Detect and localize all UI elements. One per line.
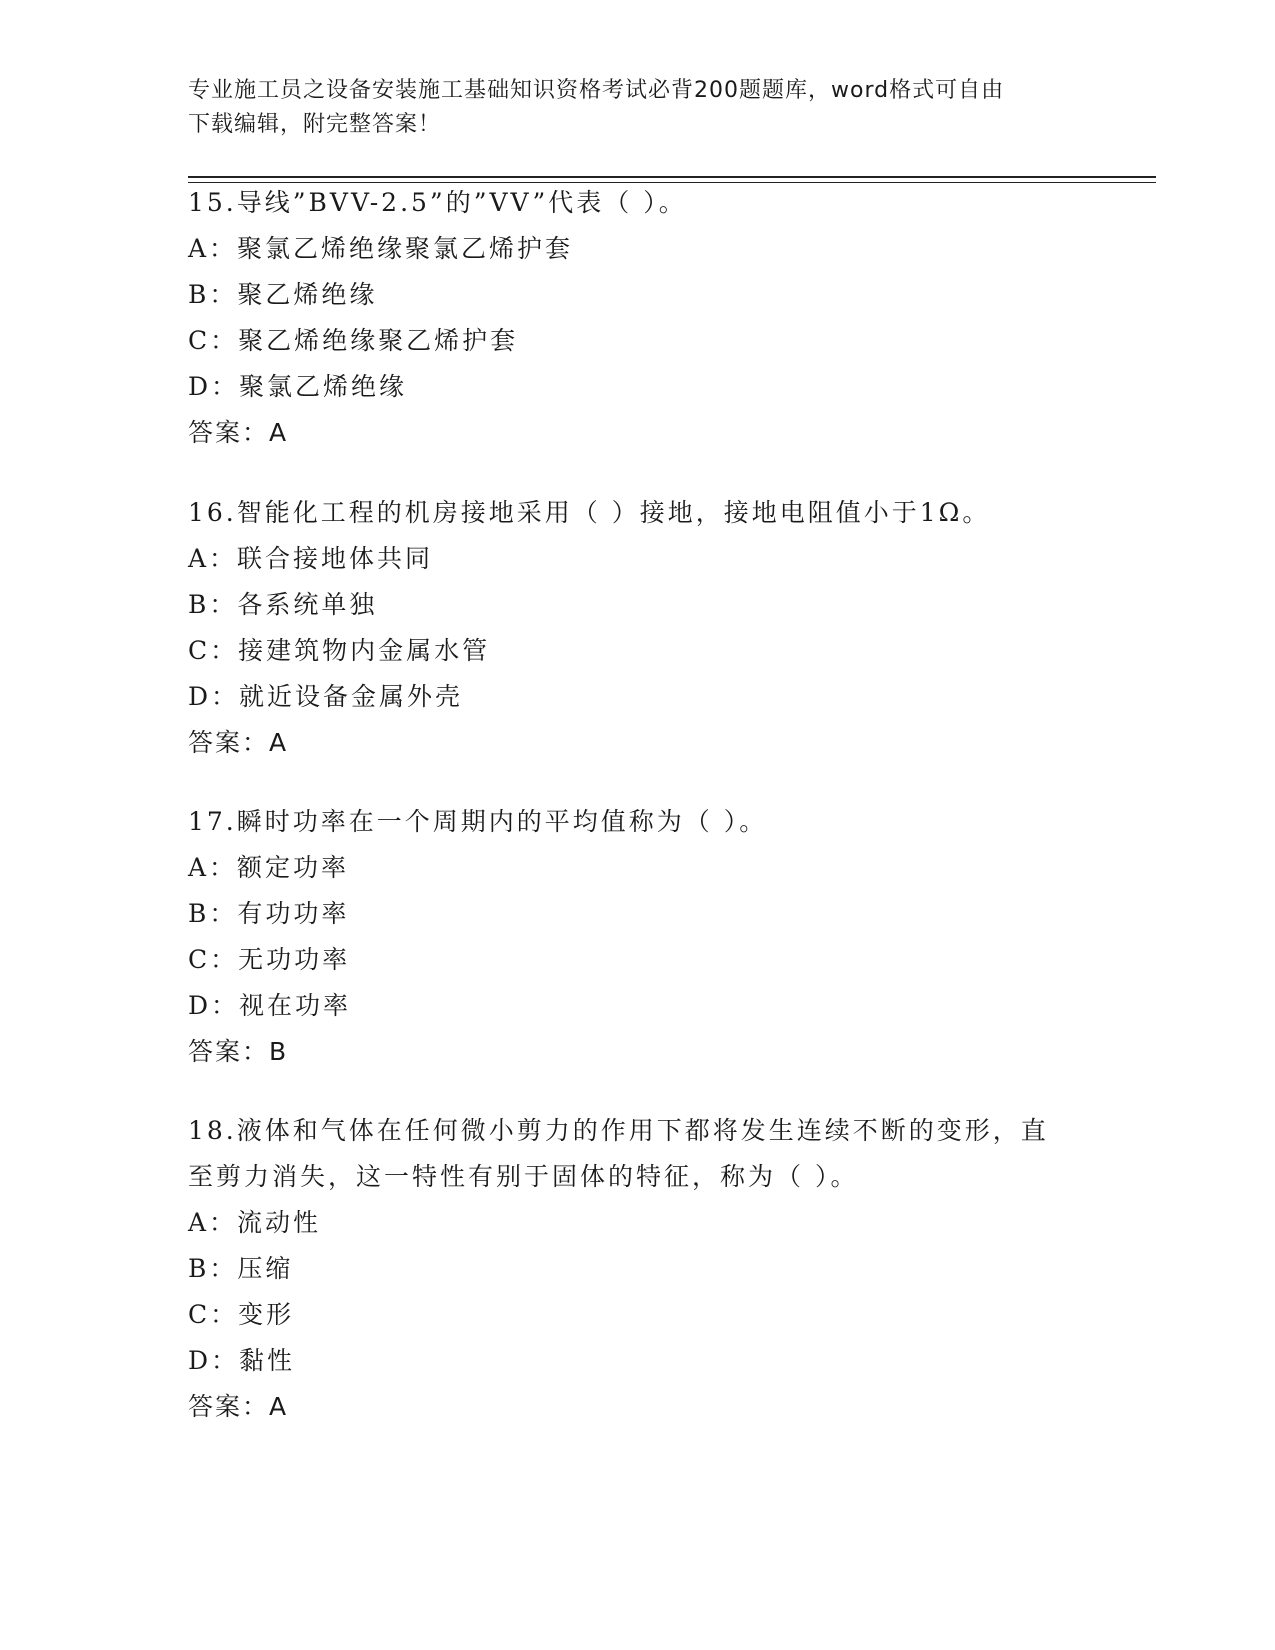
option-a: A：联合接地体共同 [188, 544, 434, 573]
option-b: B：聚乙烯绝缘 [188, 280, 378, 309]
question-stem: 17.瞬时功率在一个周期内的平均值称为（ ）。 [188, 807, 768, 836]
header-divider [188, 176, 1156, 178]
question-stem-line-2: 至剪力消失，这一特性有别于固体的特征，称为（ ）。 [188, 1162, 859, 1191]
question-18 [188, 1108, 1088, 1430]
option-d: D：黏性 [188, 1346, 296, 1375]
option-c: C：聚乙烯绝缘聚乙烯护套 [188, 326, 519, 355]
option-d: D：视在功率 [188, 991, 352, 1020]
question-stem: 15.导线”BVV-2.5”的”VV”代表（ ）。 [188, 188, 687, 217]
option-a: A：聚氯乙烯绝缘聚氯乙烯护套 [188, 234, 574, 263]
option-c: C：无功功率 [188, 945, 351, 974]
question-15 [188, 180, 1088, 456]
answer: 答案：A [188, 728, 289, 757]
option-b: B：各系统单独 [188, 590, 378, 619]
header-line-1: 专业施工员之设备安装施工基础知识资格考试必背200题题库，word格式可自由 [188, 78, 1005, 103]
option-d: D：就近设备金属外壳 [188, 682, 464, 711]
question-stem-line-1: 18.液体和气体在任何微小剪力的作用下都将发生连续不断的变形，直 [188, 1116, 1049, 1145]
option-a: A：额定功率 [188, 853, 350, 882]
option-d: D：聚氯乙烯绝缘 [188, 372, 408, 401]
answer: 答案：A [188, 1392, 289, 1421]
question-17 [188, 799, 1088, 1075]
header-line-2: 下载编辑，附完整答案！ [188, 112, 442, 137]
option-a: A：流动性 [188, 1208, 322, 1237]
option-b: B：有功功率 [188, 899, 350, 928]
option-c: C：接建筑物内金属水管 [188, 636, 491, 665]
document-header [188, 74, 1088, 142]
option-c: C：变形 [188, 1300, 295, 1329]
option-b: B：压缩 [188, 1254, 294, 1283]
question-stem: 16.智能化工程的机房接地采用（ ）接地，接地电阻值小于1Ω。 [188, 498, 991, 527]
answer: 答案：A [188, 418, 289, 447]
question-16 [188, 490, 1088, 766]
answer: 答案：B [188, 1037, 289, 1066]
